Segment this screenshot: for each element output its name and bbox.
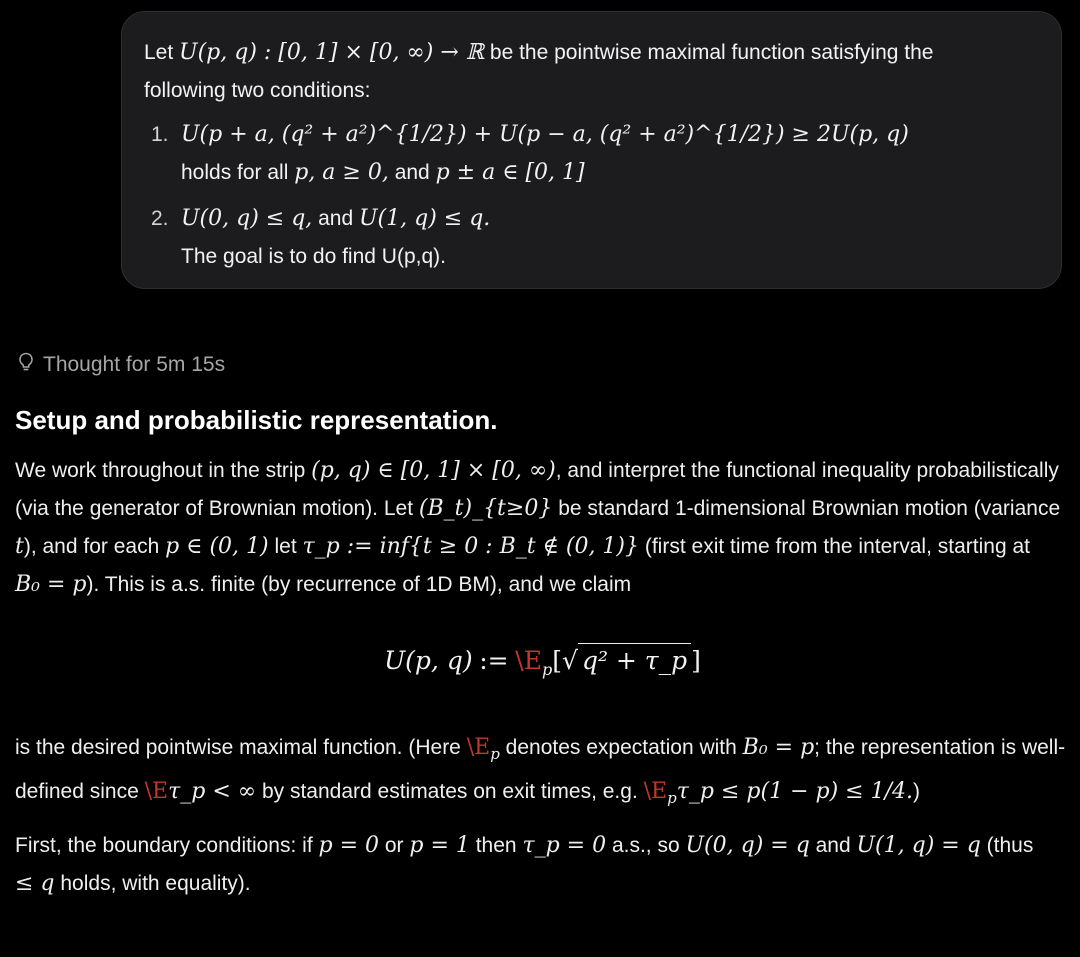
display-equation: U(p, q) := $\backslash E_p[√$ q² + τ_p ] — [15, 636, 1070, 695]
answer-paragraph-3: First, the boundary conditions: if p = 0 or p = 1 then τ_p = 0 a.s., so U(0, q) = q and U(1, q) = q (thus ≤ q holds, with equality). — [15, 833, 1034, 897]
lightbulb-icon — [17, 352, 35, 378]
user-message-bubble — [121, 11, 1062, 289]
user-intro: Let U(p, q) : [0, 1] × [0, ∞) → ℝ be the pointwise maximal function satisfying the following two conditions: — [144, 40, 934, 102]
answer-heading: Setup and probabilistic representation. — [15, 405, 498, 435]
condition-item: 1. U(p + a, (q² + a²)^{1/2}) + U(p − a, (q² + a²)^{1/2}) ≥ 2U(p, q) holds for all p, a ≥ 0, and p ± a ∈ [0, 1] — [151, 122, 909, 185]
math-condition-1: U(p + a, (q² + a²)^{1/2}) + U(p − a, (q² + a²)^{1/2}) ≥ 2U(p, q) — [181, 122, 909, 147]
answer-paragraph-1: We work throughout in the strip (p, q) ∈ [0, 1] × [0, ∞), and interpret the functional inequality probabilistically (via the generator of Brownian motion). Let (B_t)_{t≥0} be standard 1-dimensional Brownian motion (variance t), and for each p ∈ (0, 1) let τ_p := inf{t ≥ 0 : B_t ∉ (0, 1)} (first exit time from the interval, starting at B₀ = p). This is a.s. finite (by recurrence of 1D BM), and we claim — [15, 458, 1061, 597]
math-domain: U(p, q) : [0, 1] × [0, ∞) → ℝ — [179, 40, 485, 65]
conditions-list — [144, 116, 1039, 276]
math-condition-2b: U(1, q) ≤ q. — [359, 206, 491, 231]
thought-label: Thought for 5m 15s — [43, 353, 226, 376]
answer-paragraph-2: is the desired pointwise maximal function. (Here $\backslash E_p$ denotes expectation with B₀ = p; the representation is well-defined since \Eτ_p < ∞ by standard estimates on exit times, e.g. $\backslash E_p\tau\_p \le p(1 - p) \le 1/4$.) — [15, 734, 1066, 808]
thought-toggle[interactable] — [17, 352, 225, 378]
goal-text: The goal is to do find U(p,q). — [181, 245, 446, 268]
assistant-answer — [15, 405, 1070, 913]
math-condition-2a: U(0, q) ≤ q, — [181, 206, 313, 231]
condition-item: 2. U(0, q) ≤ q, and U(1, q) ≤ q. The goal is to do find U(p,q). — [144, 200, 1039, 276]
